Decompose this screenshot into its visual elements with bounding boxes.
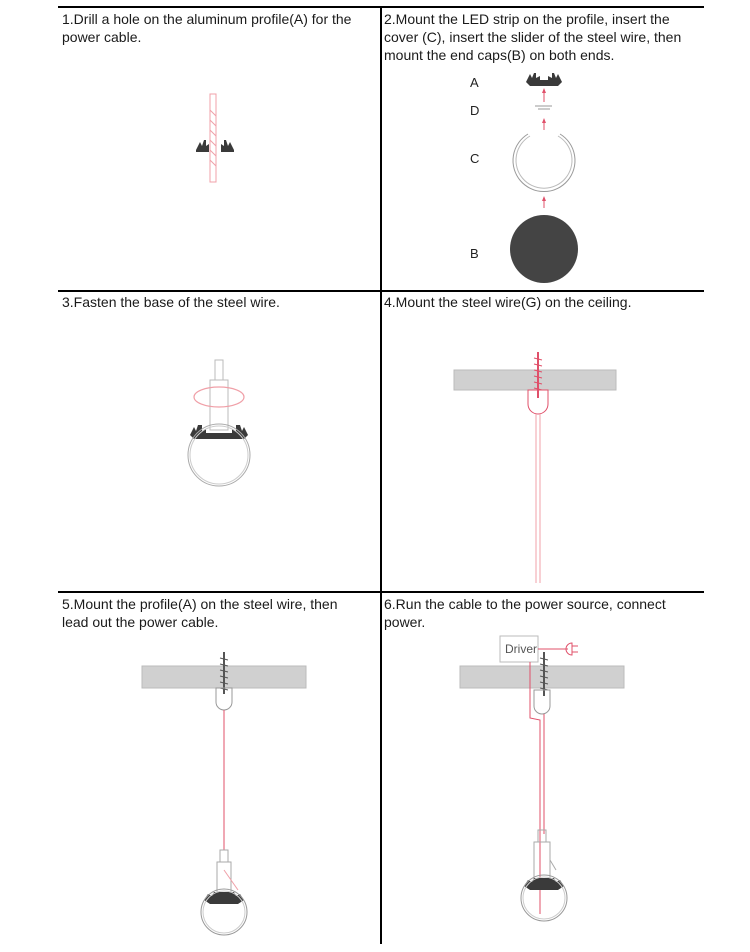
step-5-text: 5.Mount the profile(A) on the steel wire, then lead out the power cable. <box>62 596 338 630</box>
step-4-text: 4.Mount the steel wire(G) on the ceiling. <box>384 294 632 310</box>
step-6-text: 6.Run the cable to the power source, connect power. <box>384 596 666 630</box>
step-2-text: 2.Mount the LED strip on the profile, insert the cover (C), insert the slider of the steel wire, then mount the end caps(B) on both ends. <box>384 11 682 63</box>
part-label-b: B <box>470 246 479 261</box>
step-3-fasten-illustration <box>180 355 260 495</box>
part-label-c: C <box>470 151 480 166</box>
step-6-power-illustration <box>458 634 628 940</box>
ceiling-icon <box>454 370 616 390</box>
slider-d-icon <box>535 106 552 109</box>
step-4-ceiling-illustration <box>454 348 619 588</box>
step-5-profile-illustration <box>140 650 310 940</box>
part-label-a: A <box>470 75 479 90</box>
driver-label: Driver <box>505 642 537 656</box>
profile-a-left-icon <box>196 140 209 152</box>
profile-a-right-icon <box>221 140 234 152</box>
step-3-text: 3.Fasten the base of the steel wire. <box>62 294 280 310</box>
end-cap-b-icon <box>510 215 578 283</box>
step-1-text: 1.Drill a hole on the aluminum profile(A) for the power cable. <box>62 11 352 45</box>
part-label-d: D <box>470 103 480 118</box>
power-cable <box>530 662 540 914</box>
profile-a-icon <box>526 73 562 86</box>
grid-column-divider <box>380 6 382 944</box>
wire-base-icon <box>534 690 550 714</box>
step-1-drill-illustration <box>190 90 240 190</box>
rotate-arrow-icon <box>194 387 244 407</box>
step-2-exploded-illustration <box>460 68 600 290</box>
